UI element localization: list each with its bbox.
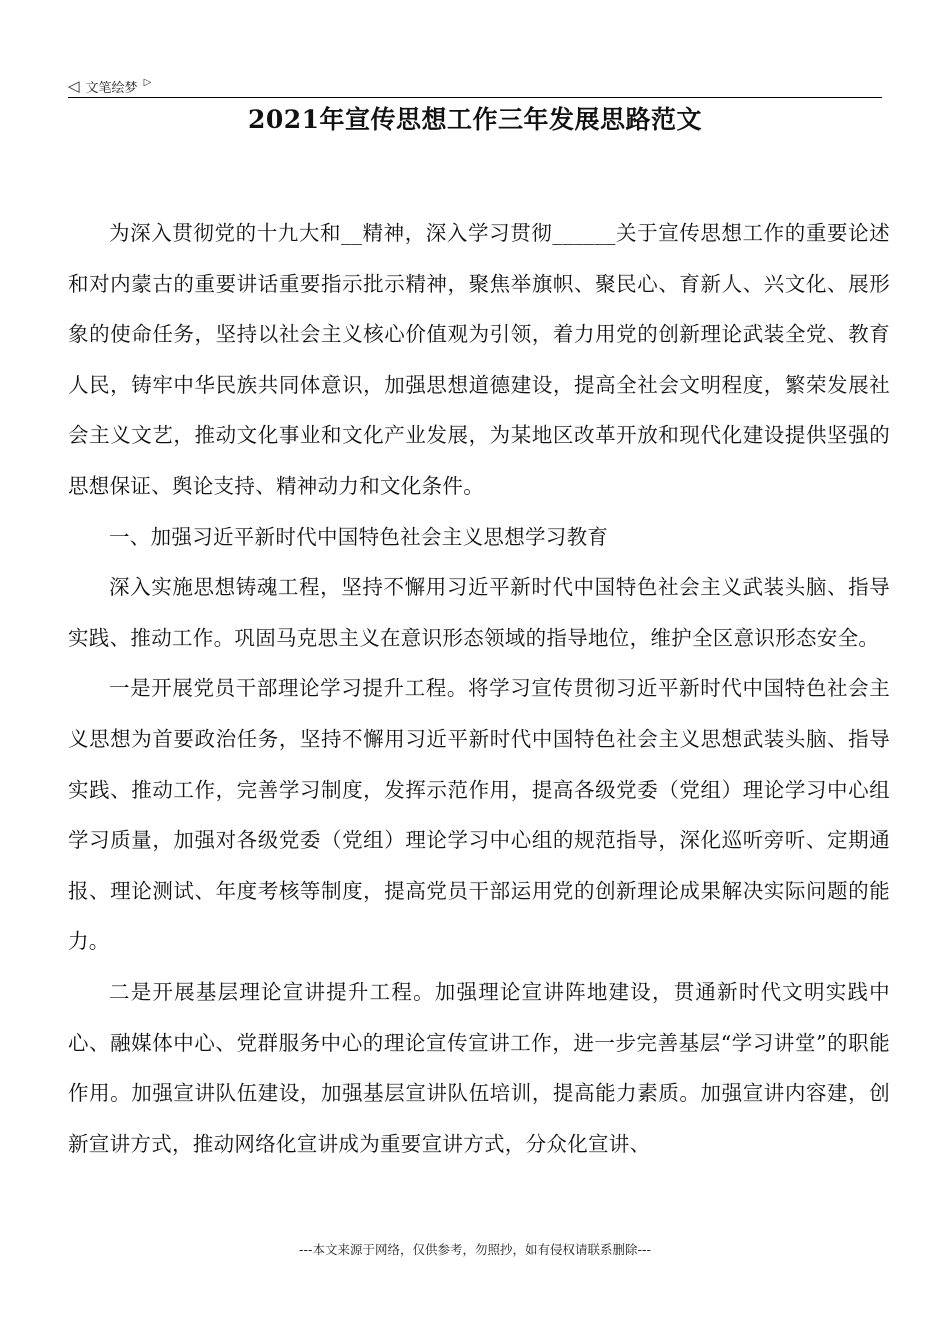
body-paragraph-intro: 为深入贯彻党的十九大和__精神，深入学习贯彻______关于宣传思想工作的重要论述和对内蒙古的重要讲话重要指示批示精神，聚焦举旗帜、聚民心、育新人、兴文化、展形象的使命任务，坚持以社会主义核心价值观为引领，着力用党的创新理论武装全党、教育人民，铸牢中华民族共同体意识，加强思想道德建设，提高全社会文明程度，繁荣发展社会主义文艺，推动文化事业和文化产业发展，为某地区改革开放和现代化建设提供坚强的思想保证、舆论支持、精神动力和文化条件。	[68, 221, 890, 498]
body-paragraph-section-1: 深入实施思想铸魂工程，坚持不懈用习近平新时代中国特色社会主义武装头脑、指导实践、推动工作。巩固马克思主义在意识形态领域的指导地位，维护全区意识形态安全。	[68, 575, 890, 650]
section-heading-1: 一、加强习近平新时代中国特色社会主义思想学习教育	[109, 524, 609, 549]
header-brand: 文笔绘梦	[85, 80, 138, 96]
page-header	[68, 74, 882, 98]
page-footer-notice: ---本文来源于网络，仅供参考，勿照抄，如有侵权请联系删除---	[298, 1242, 652, 1257]
document-title: 2021年宣传思想工作三年发展思路范文	[247, 105, 703, 134]
left-triangle-icon: ◁	[68, 76, 80, 95]
body-paragraph-item-2: 二是开展基层理论宣讲提升工程。加强理论宣讲阵地建设，贯通新时代文明实践中心、融媒体中心、党群服务中心的理论宣传宣讲工作，进一步完善基层“学习讲堂”的职能作用。加强宣讲队伍建设，加强基层宣讲队伍培训，提高能力素质。加强宣讲内容建，创新宣讲方式，推动网络化宣讲成为重要宣讲方式，分众化宣讲、	[68, 979, 890, 1156]
header-divider	[68, 97, 882, 98]
document-body	[68, 208, 890, 1169]
right-triangle-icon: ▷	[143, 76, 152, 88]
body-paragraph-item-1: 一是开展党员干部理论学习提升工程。将学习宣传贯彻习近平新时代中国特色社会主义思想为首要政治任务，坚持不懈用习近平新时代中国特色社会主义思想武装头脑、指导实践、推动工作，完善学习制度，发挥示范作用，提高各级党委（党组）理论学习中心组学习质量，加强对各级党委（党组）理论学习中心组的规范指导，深化巡听旁听、定期通报、理论测试、年度考核等制度，提高党员干部运用党的创新理论成果解决实际问题的能力。	[68, 676, 890, 954]
